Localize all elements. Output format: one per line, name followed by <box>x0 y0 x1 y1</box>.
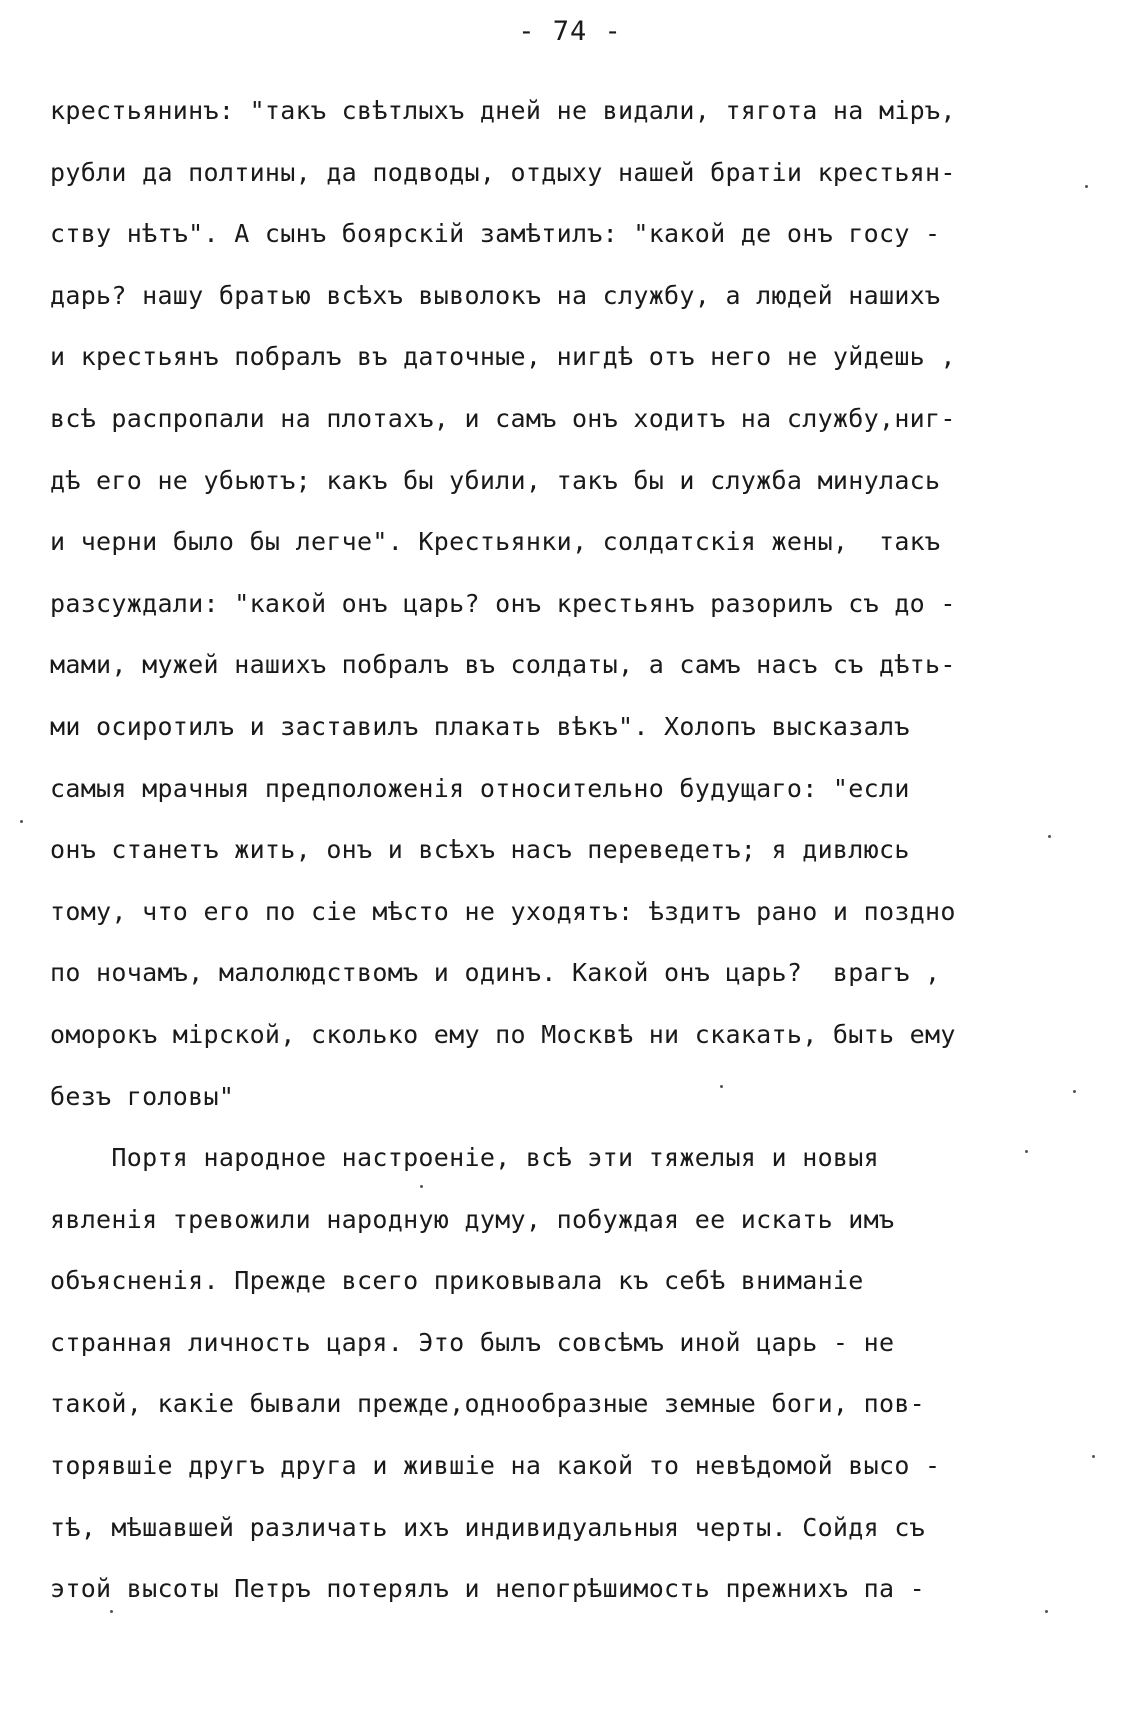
page-number: - 74 - <box>518 16 622 47</box>
scan-speck <box>110 1610 113 1613</box>
text-line: разсуждали: "какой онъ царь? онъ крестьянъ разорилъ съ до - <box>50 588 956 618</box>
scan-speck <box>1045 1610 1048 1613</box>
text-line: торявшіе другъ друга и жившіе на какой то невѣдомой высо - <box>50 1451 941 1481</box>
text-line: ству нѣтъ". А сынъ боярскій замѣтилъ: "какой де онъ госу - <box>50 219 941 249</box>
scan-speck <box>720 1085 723 1088</box>
text-line: безъ головы" <box>50 1081 235 1111</box>
scan-speck <box>1025 1150 1028 1153</box>
text-line: ми осиротилъ и заставилъ плакать вѣкъ". Холопъ высказалъ <box>50 711 910 741</box>
text-line: странная личность царя. Это былъ совсѣмъ иной царь - не <box>50 1327 895 1357</box>
text-line: по ночамъ, малолюдствомъ и одинъ. Какой онъ царь? врагъ , <box>50 958 941 988</box>
scan-speck <box>1048 835 1051 838</box>
text-line: тѣ, мѣшавшей различать ихъ индивидуальныя черты. Сойдя съ <box>50 1512 926 1542</box>
text-line: и крестьянъ побралъ въ даточные, нигдѣ отъ него не уйдешь , <box>50 342 956 372</box>
text-line: тому, что его по сіе мѣсто не уходятъ: ѣздитъ рано и поздно <box>50 896 956 926</box>
scan-speck <box>1073 1090 1076 1093</box>
scan-speck <box>420 1185 423 1188</box>
text-line: и черни было бы легче". Крестьянки, солдатскія жены, такъ <box>50 527 941 557</box>
text-line: мами, мужей нашихъ побралъ въ солдаты, а самъ насъ съ дѣть- <box>50 650 956 680</box>
paragraph-first-line: Портя народное настроеніе, всѣ эти тяжелыя и новыя <box>50 1143 879 1173</box>
text-line: явленія тревожили народную думу, побуждая ее искать имъ <box>50 1204 895 1234</box>
text-line: дарь? нашу братью всѣхъ выволокъ на службу, а людей нашихъ <box>50 280 941 310</box>
text-line: рубли да полтины, да подводы, отдыху нашей братіи крестьян- <box>50 157 956 187</box>
text-line: дѣ его не убьютъ; какъ бы убили, такъ бы и служба минулась <box>50 465 941 495</box>
text-line: всѣ распропали на плотахъ, и самъ онъ ходитъ на службу,ниг- <box>50 403 956 433</box>
scan-speck <box>20 820 23 823</box>
scan-speck <box>1092 1455 1095 1458</box>
text-line: этой высоты Петръ потерялъ и непогрѣшимость прежнихъ па - <box>50 1574 926 1604</box>
text-line: такой, какіе бывали прежде,однообразные земные боги, пов- <box>50 1389 926 1419</box>
body-text <box>50 80 1090 1620</box>
text-line: самыя мрачныя предположенія относительно будущаго: "если <box>50 773 910 803</box>
text-line: оморокъ мірской, сколько ему по Москвѣ ни скакать, быть ему <box>50 1019 956 1049</box>
text-line: онъ станетъ жить, онъ и всѣхъ насъ переведетъ; я дивлюсь <box>50 835 910 865</box>
scan-speck <box>1085 185 1088 188</box>
text-line: крестьянинъ: "такъ свѣтлыхъ дней не видали, тягота на міръ, <box>50 96 956 125</box>
text-line: объясненія. Прежде всего приковывала къ себѣ вниманіе <box>50 1266 864 1296</box>
